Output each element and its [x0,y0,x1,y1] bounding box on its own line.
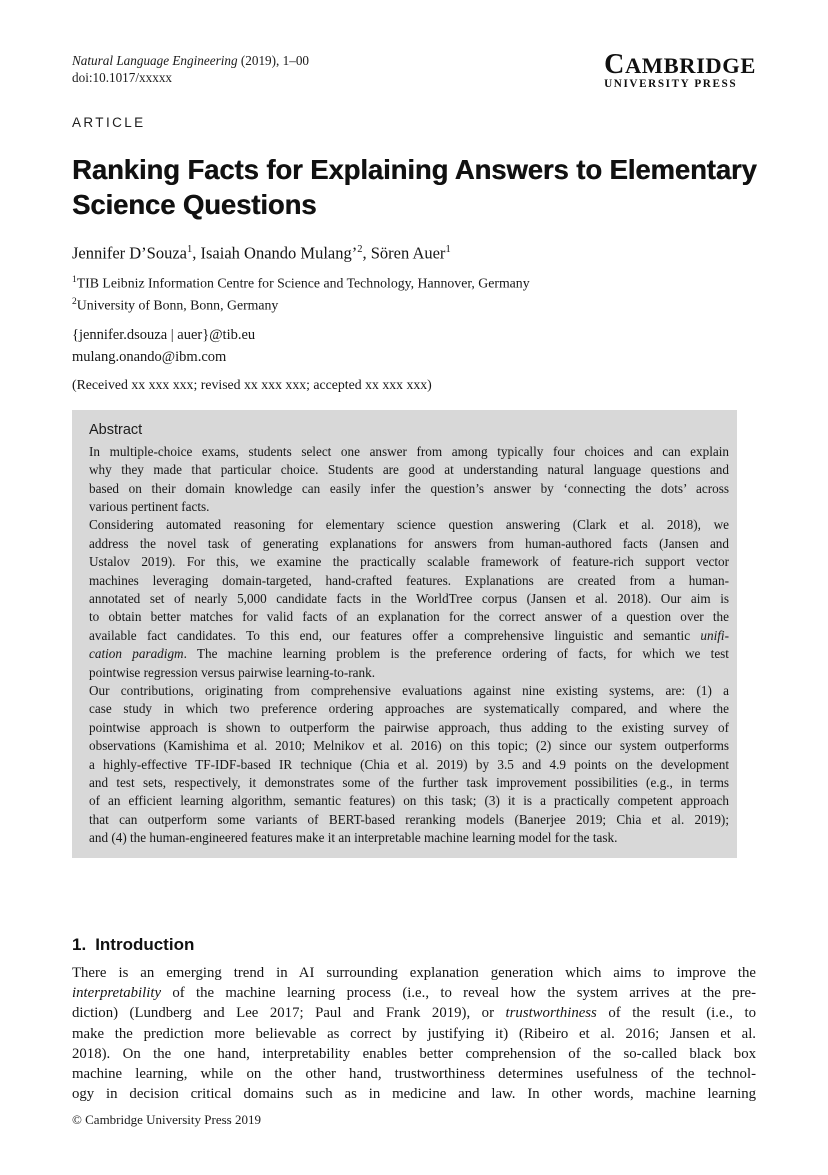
article-label: ARTICLE [72,115,146,130]
emails-block [72,324,756,368]
affiliation-superscript: 1 [72,274,77,285]
page-title: Ranking Facts for Explaining Answers to Elementary Science Questions [72,154,757,220]
abstract-paragraph: Our contributions, originating from comprehensive evaluations against nine existing systems, are: (1) a case study in which two preference ordering approaches are systematically compared, and where the pointwise approach is shown to outperform the pairwise approach, thus adding to the existing survey of observations (Kamishima et al. 2010; Melnikov et al. 2016) on this topic; (2) since our system outperforms a highly-effective TF-IDF-based IR technique (Chia et al. 2019) by 3.5 and 4.9 points on the development and test sets, respectively, it demonstrates some of the further task improvement possibilities (e.g., in terms of an efficient learning algorithm, semantic features) on this task; (3) it is a practically competent approach that can outperform some variants of BERT-based reranking models (Banerjee 2019; Chia et al. 2019); and (4) the human-engineered features make it an interpretable machine learning model for the task. [89,682,729,846]
logo-university-press-text: UNIVERSITY PRESS [604,78,738,90]
authors-line [72,239,756,265]
affiliation-text: TIB Leibniz Information Centre for Science and Technology, Hannover, Germany [76,275,530,291]
abstract-label: Abstract [89,421,143,438]
logo-cambridge-text: CAMBRIDGE [604,49,756,80]
affiliations-block [72,271,756,315]
footer-copyright: © Cambridge University Press 2019 [72,1111,261,1127]
abstract-paragraph: In multiple-choice exams, students select one answer from among typically four choices and can explain why they made that particular choice. Students are good at understanding natural language questions and based on their domain knowledge can easily infer the question’s answer by ‘connecting the dots’ across various pertinent facts. [89,443,729,514]
affiliation-line [72,293,756,315]
abstract-box [72,410,737,858]
section-number: 1. [72,934,87,954]
section-title: Introduction [95,934,195,954]
page-header [72,49,756,91]
journal-line [72,52,309,69]
author-affiliation-superscript: 1 [445,244,451,255]
doi-line: doi:10.1017/xxxxx [72,70,173,85]
author-affiliation-superscript: 2 [357,244,363,255]
intro-paragraph: There is an emerging trend in AI surrounding explanation generation which aims to improve the interpretability of the machine learning process (i.e., to reveal how the system arrives at the pre- diction) (Lundberg and Lee 2017; Paul and Frank 2019), or trustworthiness of the result (i.e., to make the prediction more believable as correct by justifying it) (Ribeiro et al. 2016; Jansen et al. 2018). On the one hand, interpretability enables better comprehension of the so-called black box machine learning, while on the other hand, trustworthiness determines usefulness of the technol- ogy in decision critical domains such as in medicine and law. In other words, machine learning [72,964,756,1103]
journal-name: Natural Language Engineering [72,53,238,68]
email-line: mulang.onando@ibm.com [72,348,227,365]
abstract-paragraph: Considering automated reasoning for elementary science question answering (Clark et al. 2018), we address the novel task of generating explanations for answers from human-authored facts (Jansen and Ustalov 2019). For this, we examine the practically scalable framework of feature-rich support vector machines leveraging domain-targeted, hand-crafted features. Explanations are created from a human- annotated set of nearly 5,000 candidate facts in the WorldTree corpus (Jansen et al. 2018). Our aim is to obtain better matches for valid facts of an explanation for the correct answer of a question over the available fact candidates. To this end, our features offer a comprehensive linguistic and semantic unifi- cation paradigm. The machine learning problem is the preference ordering of facts, for which we test pointwise regression versus pairwise learning-to-rank. [89,517,729,680]
author-affiliation-superscript: 1 [187,244,193,255]
journal-issue: (2019), 1–00 [237,53,310,68]
affiliation-text: University of Bonn, Bonn, Germany [76,297,279,313]
cambridge-logo [604,49,756,91]
section-heading [72,934,756,955]
affiliation-line [72,271,756,293]
received-line: (Received xx xxx xxx; revised xx xxx xxx; accepted xx xxx xxx) [72,376,432,392]
email-line: {jennifer.dsouza | auer}@tib.eu [72,326,256,343]
author-name: , Isaiah Onando Mulang’ [192,243,358,263]
abstract-text [89,443,729,848]
journal-meta [72,52,309,86]
author-name: Jennifer D’Souza [72,243,188,263]
author-name: , Sören Auer [362,243,446,263]
affiliation-superscript: 2 [72,296,77,307]
